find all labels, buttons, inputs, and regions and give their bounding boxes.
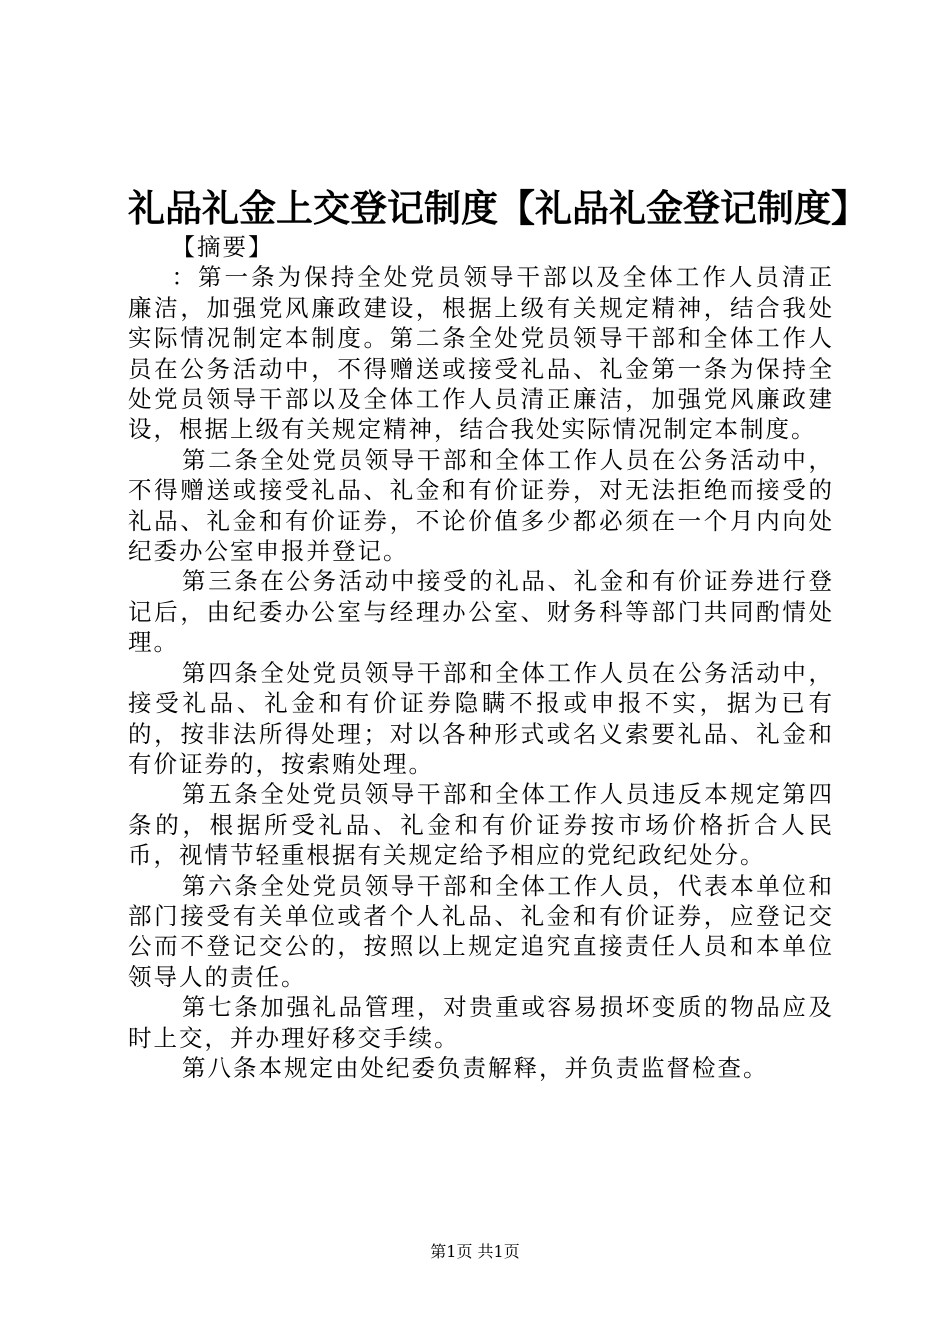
paragraph-article-2: 第二条全处党员领导干部和全体工作人员在公务活动中，不得赠送或接受礼品、礼金和有价证券，对无法拒绝而接受的礼品、礼金和有价证券，不论价值多少都必须在一个月内向处纪委办公室申报并登记。 [128,445,834,566]
paragraph-article-6: 第六条全处党员领导干部和全体工作人员，代表本单位和部门接受有关单位或者个人礼品、礼金和有价证券，应登记交公而不登记交公的，按照以上规定追究直接责任人员和本单位领导人的责任。 [128,871,834,991]
paragraph-summary: ：第一条为保持全处党员领导干部以及全体工作人员清正廉洁，加强党风廉政建设，根据上级有关规定精神，结合我处实际情况制定本制度。第二条全处党员领导干部和全体工作人员在公务活动中，不得赠送或接受礼品、礼金第一条为保持全处党员领导干部以及全体工作人员清正廉洁，加强党风廉政建设，根据上级有关规定精神，结合我处实际情况制定本制度。 [128,263,834,444]
paragraph-article-3: 第三条在公务活动中接受的礼品、礼金和有价证券进行登记后，由纪委办公室与经理办公室、财务科等部门共同酌情处理。 [128,567,834,657]
paragraph-article-4: 第四条全处党员领导干部和全体工作人员在公务活动中，接受礼品、礼金和有价证券隐瞒不报或申报不实，据为已有的，按非法所得处理；对以各种形式或名义索要礼品、礼金和有价证券的，按索贿处理。 [128,658,834,778]
summary-label: 【摘要】 [171,233,274,261]
document-title: 礼品礼金上交登记制度【礼品礼金登记制度】 [128,186,868,230]
paragraph-article-7: 第七条加强礼品管理，对贵重或容易损坏变质的物品应及时上交，并办理好移交手续。 [128,993,834,1052]
document-body [128,232,834,1083]
paragraph-article-8: 第八条本规定由处纪委负责解释，并负责监督检查。 [182,1053,769,1082]
page-number-footer: 第1页 共1页 [430,1242,520,1261]
paragraph-article-5: 第五条全处党员领导干部和全体工作人员违反本规定第四条的，根据所受礼品、礼金和有价证券按市场价格折合人民币，视情节轻重根据有关规定给予相应的党纪政纪处分。 [128,780,834,870]
